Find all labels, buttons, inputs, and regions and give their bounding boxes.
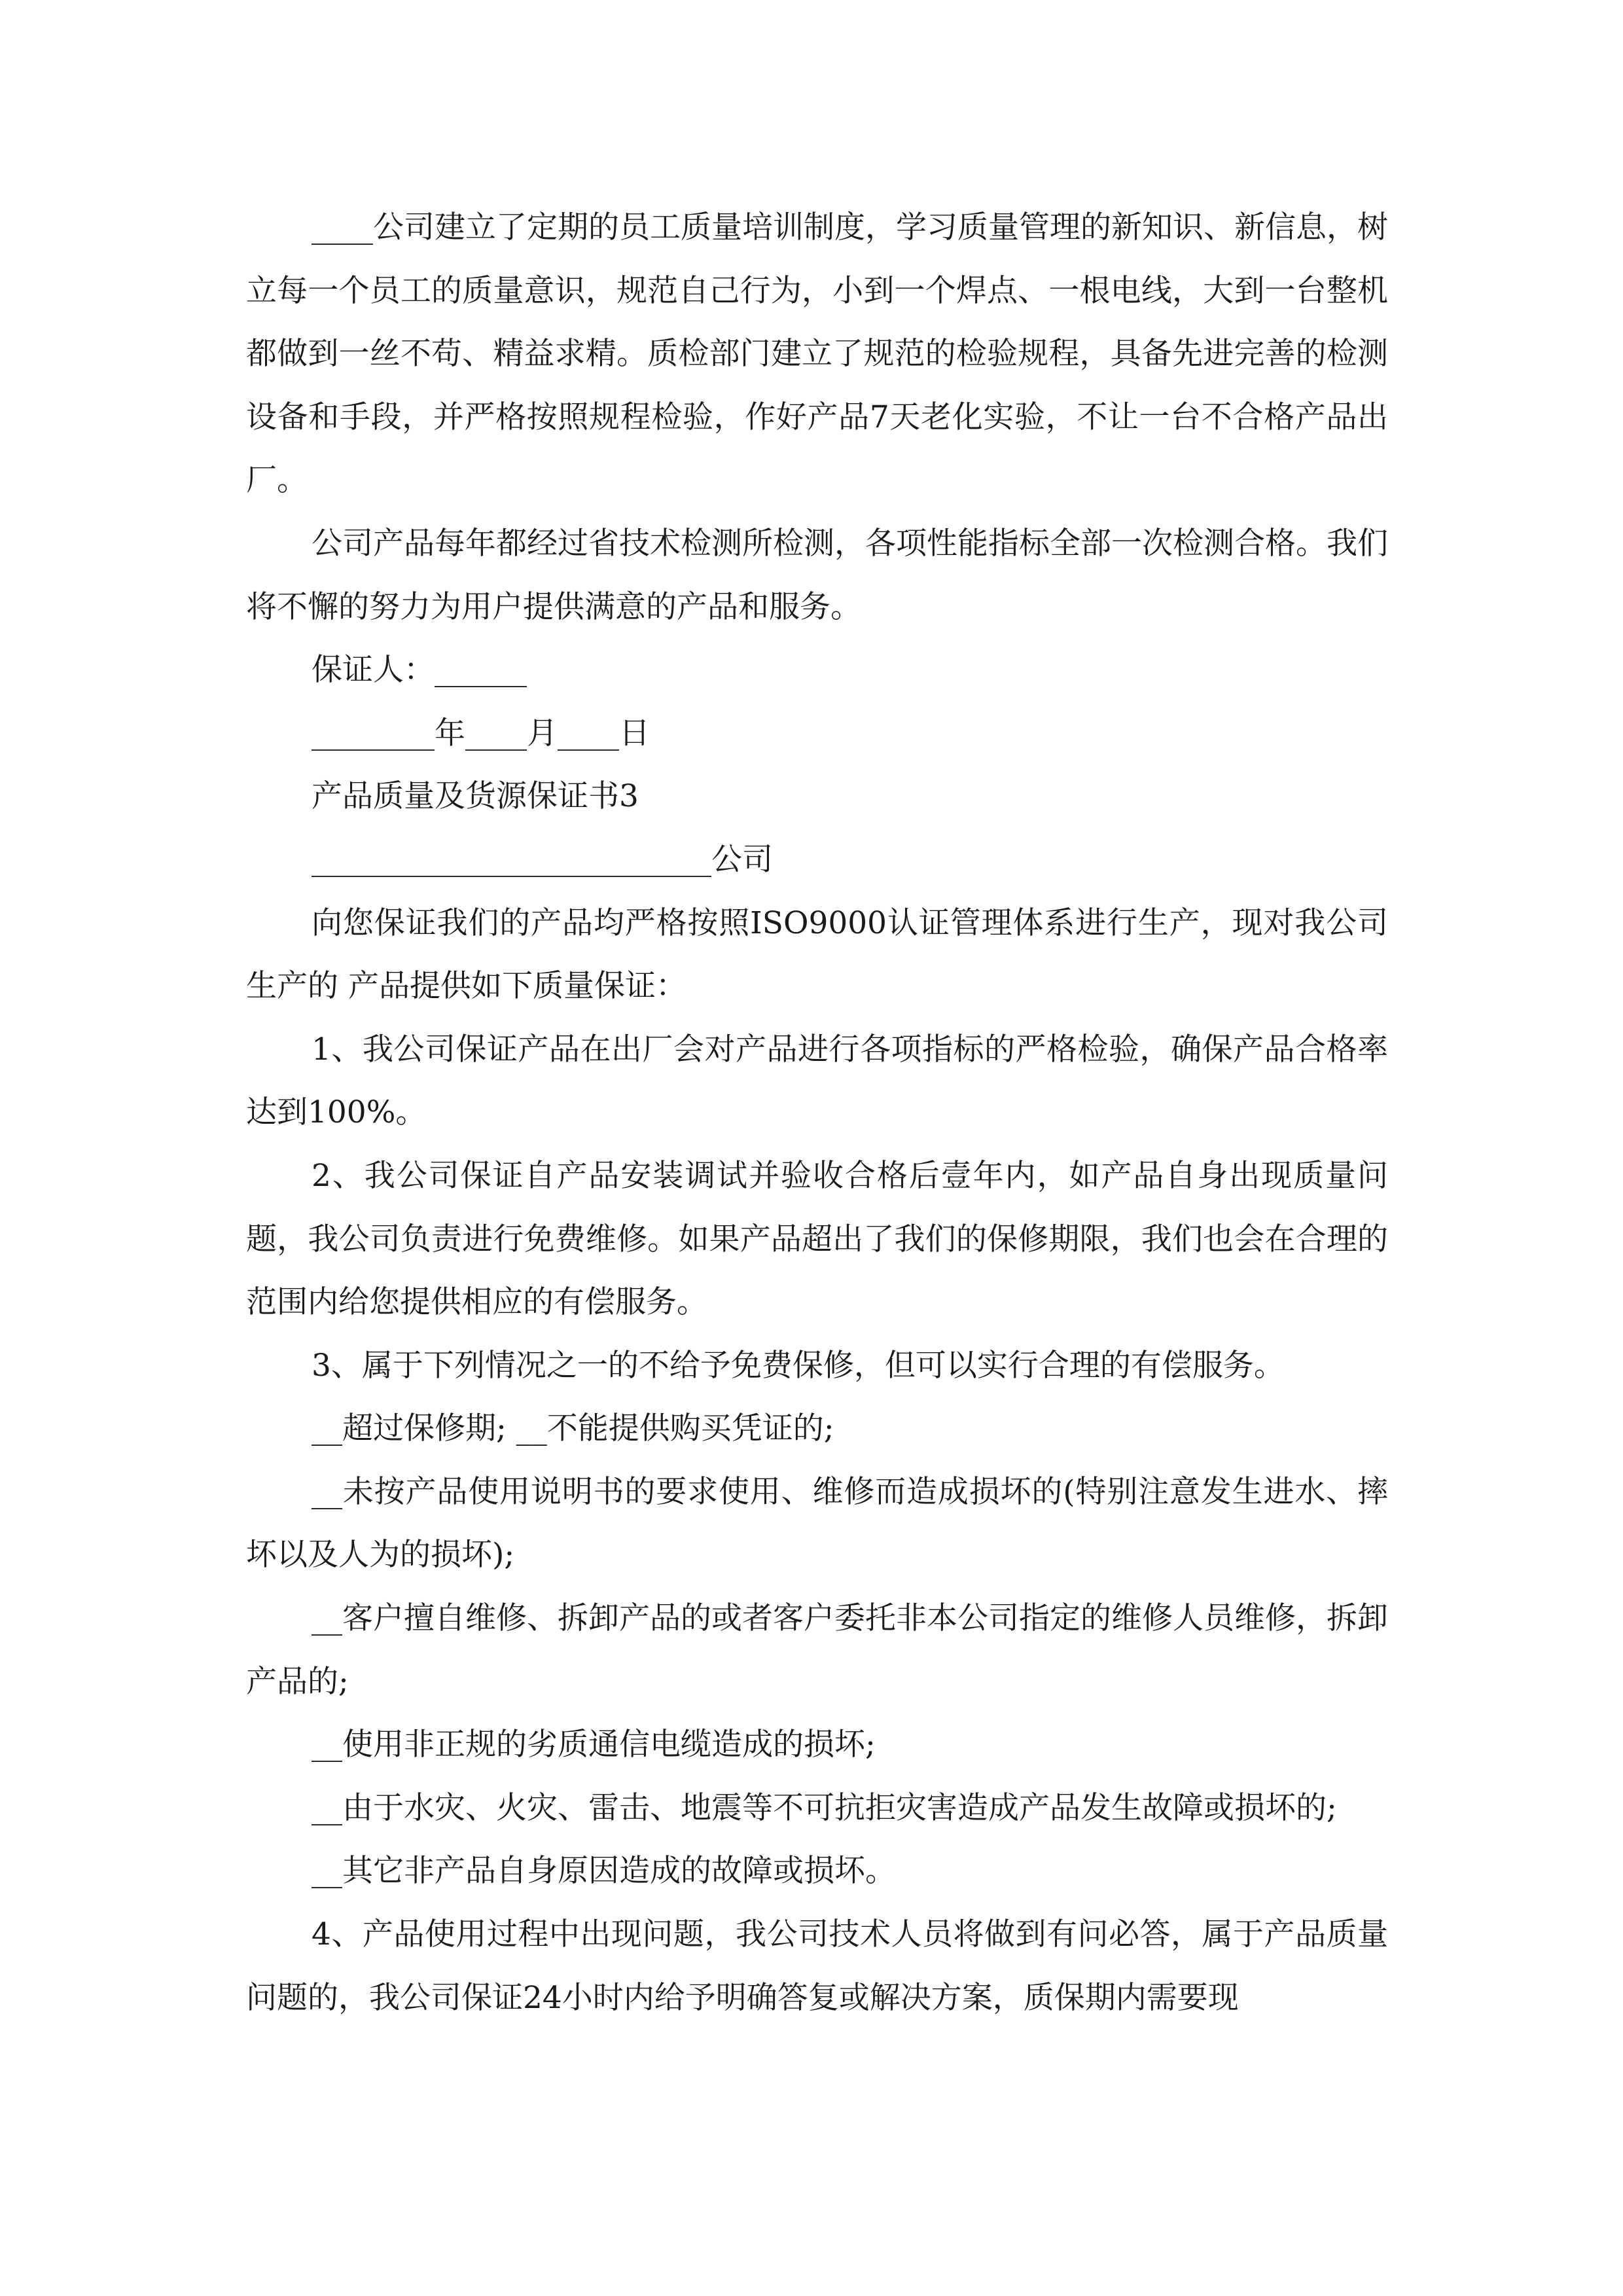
clause-2: 2、我公司保证自产品安装调试并验收合格后壹年内，如产品自身出现质量问题，我公司负责进行免费维修。如果产品超出了我们的保修期限，我们也会在合理的范围内给您提供相应的有偿服务。 bbox=[246, 1157, 1388, 1321]
clause-1: 1、我公司保证产品在出厂会对产品进行各项指标的严格检验，确保产品合格率达到100%。 bbox=[246, 1031, 1388, 1131]
exclusion-item: __超过保修期; __不能提供购买凭证的; bbox=[312, 1410, 834, 1447]
date-line: ________年____月____日 bbox=[312, 715, 650, 751]
clause-4: 4、产品使用过程中出现问题，我公司技术人员将做到有问必答，属于产品质量问题的，我公司保证24小时内给予明确答复或解决方案，质保期内需要现 bbox=[246, 1916, 1388, 2016]
company-line: __________________________公司 bbox=[312, 841, 773, 878]
clause-3: 3、属于下列情况之一的不给予免费保修，但可以实行合理的有偿服务。 bbox=[312, 1347, 1285, 1384]
exclusion-item: __其它非产品自身原因造成的故障或损坏。 bbox=[312, 1853, 896, 1890]
document-body bbox=[246, 196, 1388, 2030]
section-title: 产品质量及货源保证书3 bbox=[312, 778, 639, 815]
paragraph-training: ____公司建立了定期的员工质量培训制度，学习质量管理的新知识、新信息，树立每一个员工的质量意识，规范自己行为，小到一个焊点、一根电线，大到一台整机都做到一丝不苟、精益求精。质检部门建立了规范的检验规程，具备先进完善的检测设备和手段，并严格按照规程检验，作好产品7天老化实验，不让一台不合格产品出厂。 bbox=[246, 209, 1388, 499]
paragraph-intro: 向您保证我们的产品均严格按照ISO9000认证管理体系进行生产，现对我公司生产的 产品提供如下质量保证： bbox=[246, 905, 1388, 1005]
guarantor-line: 保证人：______ bbox=[312, 652, 527, 689]
exclusion-item: __由于水灾、火灾、雷击、地震等不可抗拒灾害造成产品发生故障或损坏的; bbox=[312, 1789, 1337, 1826]
exclusion-item: __未按产品使用说明书的要求使用、维修而造成损坏的(特别注意发生进水、摔坏以及人为的损坏); bbox=[246, 1473, 1388, 1573]
exclusion-item: __客户擅自维修、拆卸产品的或者客户委托非本公司指定的维修人员维修，拆卸产品的; bbox=[246, 1600, 1388, 1700]
paragraph-inspection: 公司产品每年都经过省技术检测所检测，各项性能指标全部一次检测合格。我们将不懈的努力为用户提供满意的产品和服务。 bbox=[246, 525, 1388, 625]
exclusion-item: __使用非正规的劣质通信电缆造成的损坏; bbox=[312, 1727, 876, 1763]
